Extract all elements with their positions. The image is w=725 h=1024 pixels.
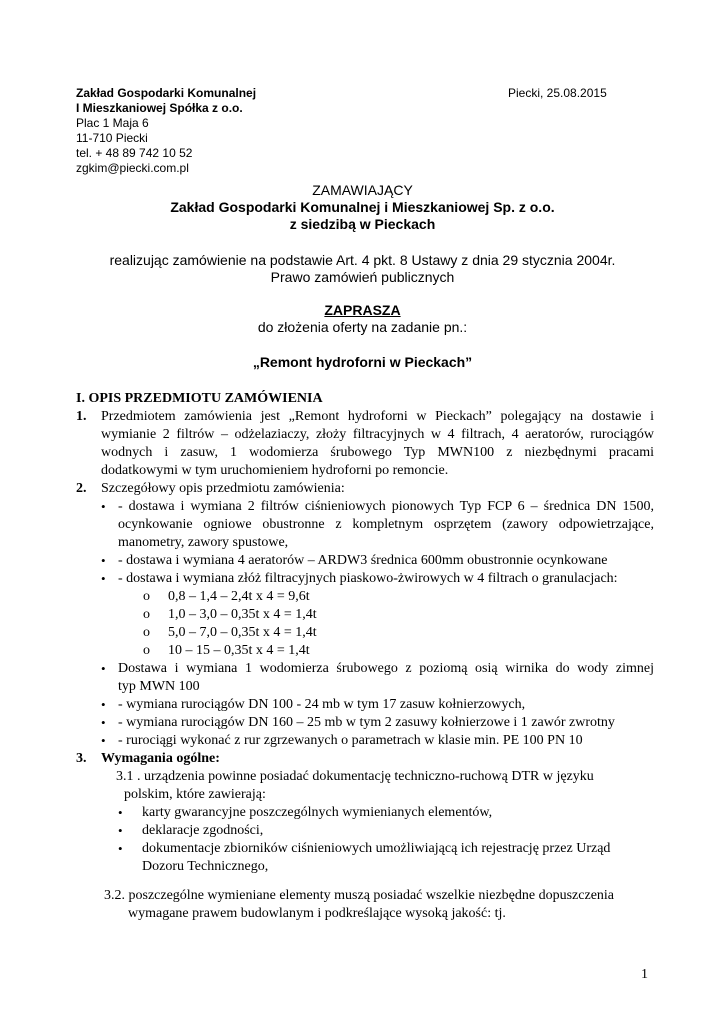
- sender-name-line1: Zakład Gospodarki Komunalnej: [76, 86, 257, 100]
- bullet-icon: •: [101, 715, 106, 730]
- sender-address2: 11-710 Piecki: [76, 131, 148, 145]
- bullet-icon: •: [101, 553, 106, 568]
- circle-bullet-icon: o: [143, 625, 150, 640]
- doc-item-2: deklaracje zgodności,: [142, 823, 264, 838]
- granulation-2: 1,0 – 3,0 – 0,35t x 4 = 1,4t: [168, 607, 317, 622]
- heading-company: Zakład Gospodarki Komunalnej i Mieszkaniowej Sp. z o.o.: [170, 199, 555, 215]
- item-2-number: 2.: [76, 481, 87, 496]
- heading-invite: do złożenia oferty na zadanie pn.:: [257, 319, 468, 335]
- doc-item-1: karty gwarancyjne poszczególnych wymienianych elementów,: [142, 805, 493, 820]
- item-2-b1-line2: ocynkowanie ogniowe obustronne z kompletnym osprzętem (zawory odpowietrzające,: [118, 517, 654, 532]
- doc-item-3: dokumentacje zbiorników ciśnieniowych umożliwiającą ich rejestrację przez Urząd: [142, 841, 611, 856]
- granulation-3: 5,0 – 7,0 – 0,35t x 4 = 1,4t: [168, 625, 317, 640]
- bullet-icon: •: [101, 571, 106, 586]
- heading-basis-line1: realizując zamówienie na podstawie Art. 4 pkt. 8 Ustawy z dnia 29 stycznia 2004r.: [109, 252, 616, 268]
- doc-item-3-cont: Dozoru Technicznego,: [142, 859, 269, 874]
- circle-bullet-icon: o: [143, 643, 150, 658]
- sender-address1: Plac 1 Maja 6: [76, 116, 149, 130]
- item-3-1-line1: 3.1 . urządzenia powinne posiadać dokumentację techniczno-ruchową DTR w języku: [116, 769, 594, 784]
- bullet-icon: •: [101, 697, 106, 712]
- item-2-title: Szczegółowy opis przedmiotu zamówienia:: [101, 481, 345, 496]
- sender-block: [76, 86, 256, 176]
- bullet-icon: •: [101, 661, 106, 676]
- item-3-title: Wymagania ogólne:: [101, 751, 220, 766]
- heading-basis-line2: Prawo zamówień publicznych: [270, 269, 455, 285]
- bullet-icon: •: [118, 805, 123, 820]
- bullet-icon: •: [101, 733, 106, 748]
- page-number: 1: [641, 967, 648, 982]
- heading-zaprasza: ZAPRASZA: [324, 302, 401, 318]
- circle-bullet-icon: o: [143, 607, 150, 622]
- item-2-b6: - wymiana rurociągów DN 160 – 25 mb w tym 2 zasuwy kołnierzowe i 1 zawór zwrotny: [118, 715, 615, 730]
- circle-bullet-icon: o: [143, 589, 150, 604]
- heading-task: „Remont hydroforni w Pieckach”: [252, 354, 473, 370]
- item-2-b2: - dostawa i wymiana 4 aeratorów – ARDW3 średnica 600mm obustronnie ocynkowane: [118, 553, 608, 568]
- item-2-b4-line1: Dostawa i wymiana 1 wodomierza śrubowego z poziomą osią wirnika do wody zimnej: [118, 661, 654, 676]
- bullet-icon: •: [101, 499, 106, 514]
- section-1-title: I. OPIS PRZEDMIOTU ZAMÓWIENIA: [76, 391, 323, 406]
- document-date: Piecki, 25.08.2015: [508, 86, 607, 100]
- item-2-b3: - dostawa i wymiana złóż filtracyjnych piaskowo-żwirowych w 4 filtrach o granulacjach:: [118, 571, 618, 586]
- item-2-b1-line3: manometry, zawory spustowe,: [118, 535, 289, 550]
- bullet-icon: •: [118, 823, 123, 838]
- item-2-b7: - rurociągi wykonać z rur zgrzewanych o parametrach w klasie min. PE 100 PN 10: [118, 733, 583, 748]
- sender-name-line2: I Mieszkaniowej Spółka z o.o.: [76, 101, 243, 115]
- item-2-b1-line1: - dostawa i wymiana 2 filtrów ciśnieniowych pionowych Typ FCP 6 – średnica DN 1500,: [118, 499, 654, 514]
- item-1-line1: Przedmiotem zamówienia jest „Remont hydroforni w Pieckach” polegający na dostawie i: [101, 409, 654, 424]
- item-1-line2: wymianie 2 filtrów – odżelaziaczy, złoży filtracyjnych w 4 filtrach, 4 aeratorów, rurociągów: [101, 427, 654, 442]
- item-1-line3: wodnych i zasuw, 1 wodomierza śrubowego Typ MWN100 z niezbędnymi pracami: [101, 445, 654, 460]
- item-1-number: 1.: [76, 409, 87, 424]
- granulation-1: 0,8 – 1,4 – 2,4t x 4 = 9,6t: [168, 589, 310, 604]
- item-3-number: 3.: [76, 751, 87, 766]
- granulation-4: 10 – 15 – 0,35t x 4 = 1,4t: [168, 643, 310, 658]
- heading-seat: z siedzibą w Pieckach: [289, 216, 436, 232]
- heading-zamawiajacy: ZAMAWIAJĄCY: [312, 182, 413, 198]
- item-2-b5: - wymiana rurociągów DN 100 - 24 mb w tym 17 zasuw kołnierzowych,: [118, 697, 526, 712]
- item-3-2-line2: wymagane prawem budowlanym i podkreślające wysoką jakość: tj.: [128, 906, 506, 921]
- sender-email: zgkim@piecki.com.pl: [76, 161, 189, 175]
- item-2-b4-line2: typ MWN 100: [118, 679, 200, 694]
- item-3-2-line1: 3.2. poszczególne wymieniane elementy muszą posiadać wszelkie niezbędne dopuszczenia: [104, 888, 615, 903]
- item-3-1-line2: polskim, które zawierają:: [124, 787, 266, 802]
- bullet-icon: •: [118, 841, 123, 856]
- item-1-line4: dodatkowymi w tym uruchomieniem hydroforni po remoncie.: [101, 463, 449, 478]
- sender-phone: tel. + 48 89 742 10 52: [76, 146, 193, 160]
